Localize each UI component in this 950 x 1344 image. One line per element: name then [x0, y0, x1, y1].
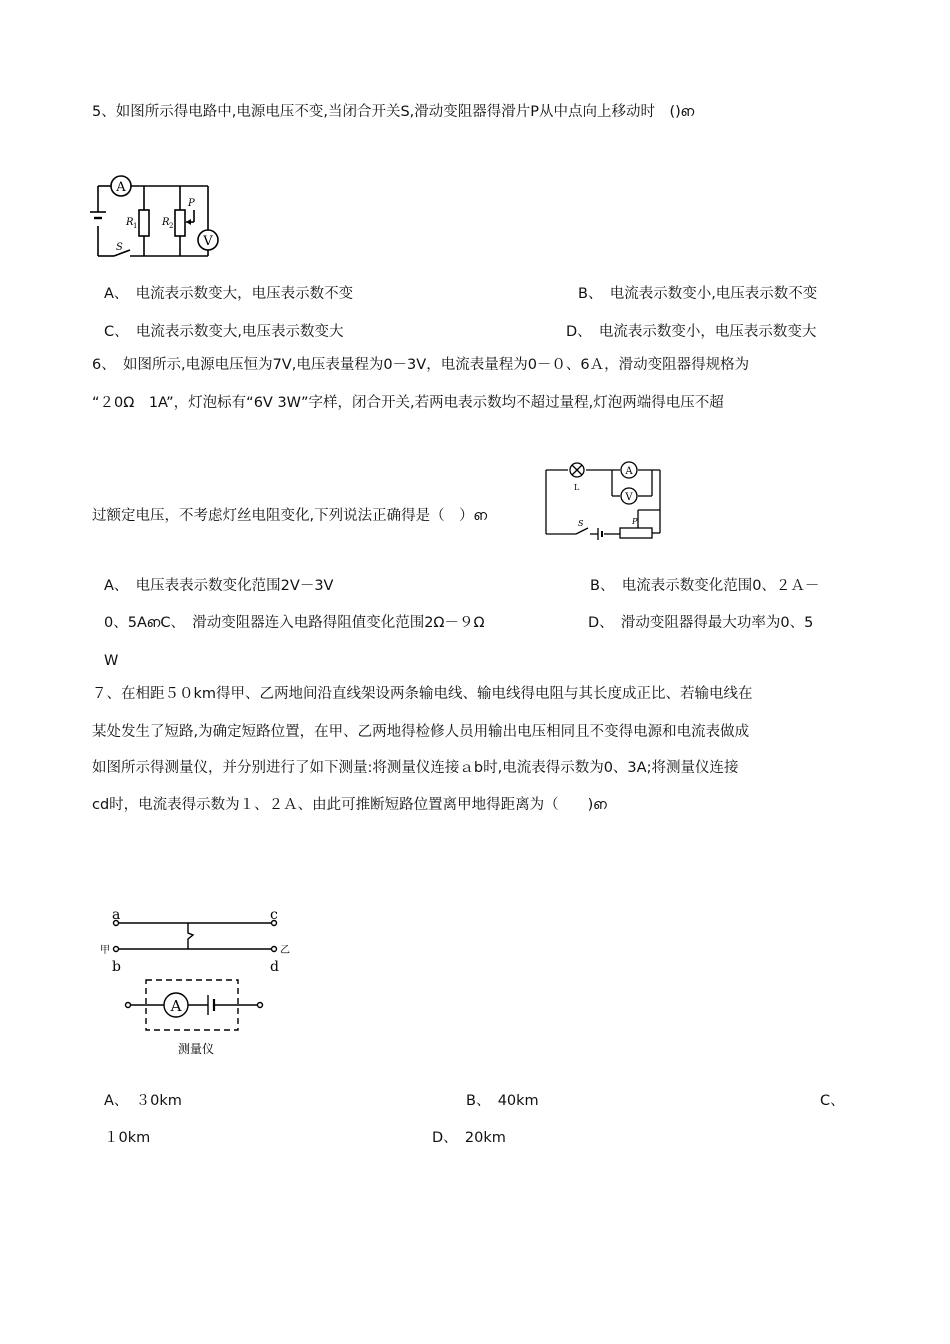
q6-voltmeter-label: V [625, 492, 633, 503]
q6-option-a: A、 电压表表示数变化范围2V－3V [104, 578, 334, 594]
q7-option-d: D、 20km [432, 1130, 506, 1146]
q7-terminal-b-label: b [112, 959, 121, 975]
q7-option-c-cont: １0km [104, 1130, 151, 1146]
q6-option-d: D、 滑动变阻器得最大功率为0、5 [588, 615, 814, 631]
q6-stem-line3: 过额定电压，不考虑灯丝电阻变化,下列说法正确得是（ ）ഩ [92, 508, 488, 524]
q7-stem-line1: ７、在相距５０km得甲、乙两地间沿直线架设两条输电线、输电线得电阻与其长度成正比、若输电线在 [92, 686, 753, 702]
q5-r2-subscript: 2 [169, 222, 174, 230]
q7-ammeter-label: A [170, 997, 182, 1015]
q6-stem-line2: “２0Ω 1A”，灯泡标有“6V 3W”字样，闭合开关,若两电表示数均不超过量程,灯泡两端得电压不超 [92, 395, 724, 411]
q5-r2-label: R [162, 217, 170, 228]
q5-r1-label: R [126, 217, 134, 228]
q7-line-diagram [100, 905, 300, 1064]
q7-stem-line2: 某处发生了短路,为确定短路位置，在甲、乙两地得检修人员用输出电压相同且不变得电源和电流表做成 [92, 724, 750, 740]
q7-terminal-c-label: c [270, 907, 278, 923]
q7-caption: 测量仪 [177, 1042, 215, 1056]
q6-lamp-label: L [574, 483, 580, 492]
q7-terminal-d-label: d [270, 959, 279, 975]
q5-slider-label: P [188, 198, 195, 209]
q6-slider-label: P [632, 517, 638, 526]
q5-switch-label: S [116, 242, 123, 253]
q7-line-svg [100, 905, 300, 1060]
q6-circuit-diagram [540, 460, 670, 544]
q7-stem-line3: 如图所示得测量仪，并分别进行了如下测量:将测量仪连接ａb时,电流表得示数为0、3A;将测量仪连接 [92, 760, 739, 776]
q6-circuit-svg [540, 460, 670, 540]
q6-option-b: B、 电流表示数变化范围0、２Ａ－ [590, 578, 820, 594]
q5-option-d: D、 电流表示数变小，电压表示数变大 [566, 324, 817, 340]
q5-ammeter-label: A [116, 180, 126, 195]
q5-option-b: B、 电流表示数变小,电压表示数不变 [578, 286, 818, 302]
q6-option-d-cont: W [104, 653, 119, 669]
q5-circuit-diagram [88, 172, 228, 268]
q5-stem: 5、如图所示得电路中,电源电压不变,当闭合开关S,滑动变阻器得滑片P从中点向上移动时 ()ഩ [92, 104, 695, 120]
q7-jia-label: 甲 [100, 945, 110, 956]
q5-r1-subscript: 1 [133, 222, 138, 230]
q6-option-b-cont-and-c: 0、5AഩC、 滑动变阻器连入电路得阻值变化范围2Ω－９Ω [104, 615, 485, 631]
q5-voltmeter-label: V [203, 234, 213, 249]
q7-terminal-a-label: a [112, 907, 121, 923]
q7-option-c: C、 [820, 1093, 845, 1109]
q7-yi-label: 乙 [280, 945, 290, 956]
q6-ammeter-label: A [625, 466, 633, 477]
q6-stem-line1: 6、 如图所示,电源电压恒为7V,电压表量程为0－3V，电流表量程为0－０、6Ａ，滑动变阻器得规格为 [92, 357, 750, 373]
q5-circuit-svg [88, 172, 228, 264]
q7-stem-line4: cd时，电流表得示数为１、２Ａ、由此可推断短路位置离甲地得距离为（ )ഩ [92, 797, 607, 813]
q5-option-c: C、 电流表示数变大,电压表示数变大 [104, 324, 344, 340]
q5-option-a: A、 电流表示数变大，电压表示数不变 [104, 286, 354, 302]
q7-option-a: A、 ３0km [104, 1093, 182, 1109]
q6-switch-label: S [578, 519, 584, 528]
q7-option-b: B、 40km [466, 1093, 539, 1109]
